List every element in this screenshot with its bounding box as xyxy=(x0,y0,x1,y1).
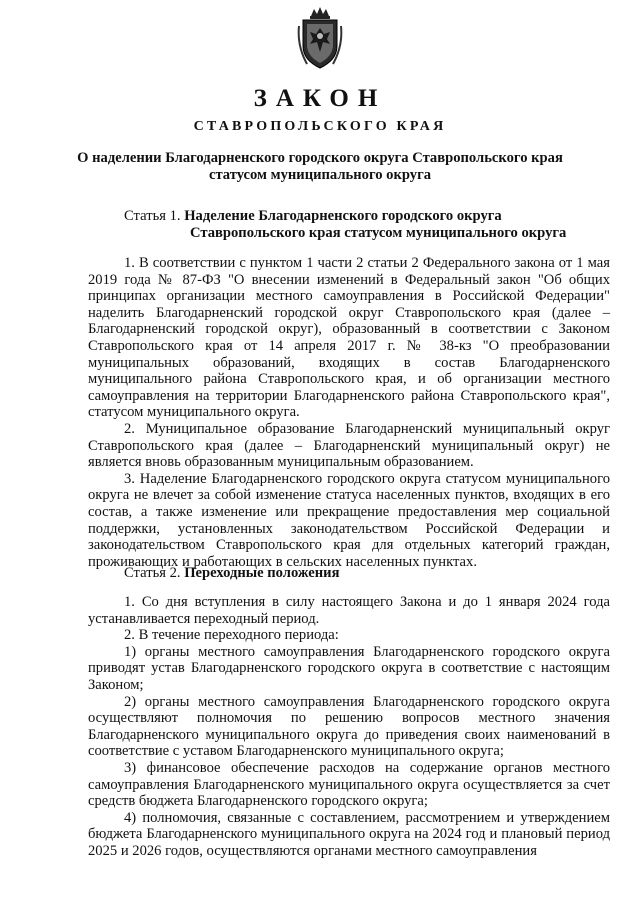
document-region-subtitle: СТАВРОПОЛЬСКОГО КРАЯ xyxy=(193,119,447,134)
article-2-paragraph-5: 3) финансовое обеспечение расходов на содержание органов местного самоуправления Благодарненского муниципального округа осуществляется за счет средств бюджета Благодарненского городского округа; xyxy=(88,759,610,810)
article-2-heading xyxy=(124,565,339,582)
article-1-paragraph-1: 1. В соответствии с пунктом 1 части 2 статьи 2 Федерального закона от 1 мая 2019 года № 87-ФЗ "О внесении изменений в Федеральный закон "Об общих принципах организации местного самоуправления в Российской Федерации" наделить Благодарненский городской округ Ставропольского края (далее – Благодарненский городской округ), образованный в соответствии с Законом Ставропольского края от 14 апреля 2017 г. № 38-кз "О преобразовании муниципальных образований, входящих в состав Благодарненского муниципального района Ставропольского края, и об организации местного самоуправления на территории Благодарненского района Ставропольского края", статусом муниципального округа. xyxy=(88,255,610,421)
document-type-title: ЗАКОН xyxy=(253,85,387,112)
article-1-paragraph-2: 2. Муниципальное образование Благодарненский муниципальный округ Ставропольского края (далее – Благодарненский муниципальный округ) не является вновь образованным муниципальным образованием. xyxy=(88,420,610,471)
article-2-body xyxy=(88,594,610,860)
article-1-paragraph-3: 3. Наделение Благодарненского городского округа статусом муниципального округа не влечет за собой изменение статуса населенных пунктов, входящих в его состав, а также изменение или прекращение предоставления мер социальной поддержки, установленных законодательством Российской Федерации и законодательством Ставропольского края для отдельных категорий граждан, проживающих и работающих в сельских населенных пунктах. xyxy=(88,470,610,570)
article-2-title: Переходные положения xyxy=(184,565,340,581)
article-2-paragraph-6: 4) полномочия, связанные с составлением, рассмотрением и утверждением бюджета Благодарненского муниципального округа на 2024 год и плановый период 2025 и 2026 годов, осуществляются органами местного самоуправления xyxy=(88,809,610,859)
article-2-paragraph-1: 1. Со дня вступления в силу настоящего Закона и до 1 января 2024 года устанавливается переходный период. xyxy=(88,594,610,627)
law-title-line-1: О наделении Благодарненского городского округа Ставропольского края xyxy=(77,150,563,166)
article-1-title-line-1: Наделение Благодарненского городского округа xyxy=(184,208,502,224)
article-1-title-line-2: Ставропольского края статусом муниципального округа xyxy=(190,225,567,241)
coat-of-arms-emblem xyxy=(297,6,343,72)
article-2-paragraph-2: 2. В течение переходного периода: xyxy=(124,627,339,644)
article-2-paragraph-4: 2) органы местного самоуправления Благодарненского городского округа осуществляют полномочия по решению вопросов местного значения Благодарненского муниципального округа до приведения своих наименований в соответствие с уставом Благодарненского муниципального округа; xyxy=(88,693,610,760)
article-1-prefix: Статья 1. xyxy=(124,208,181,224)
article-1-body xyxy=(88,255,610,570)
article-2-paragraph-3: 1) органы местного самоуправления Благодарненского городского округа приводят устав Благодарненского городского округа в соответствие с настоящим Законом; xyxy=(88,643,610,693)
law-title xyxy=(60,150,580,184)
article-2-prefix: Статья 2. xyxy=(124,565,181,581)
article-1-heading xyxy=(124,208,502,225)
law-title-line-2: статусом муниципального округа xyxy=(208,167,432,183)
